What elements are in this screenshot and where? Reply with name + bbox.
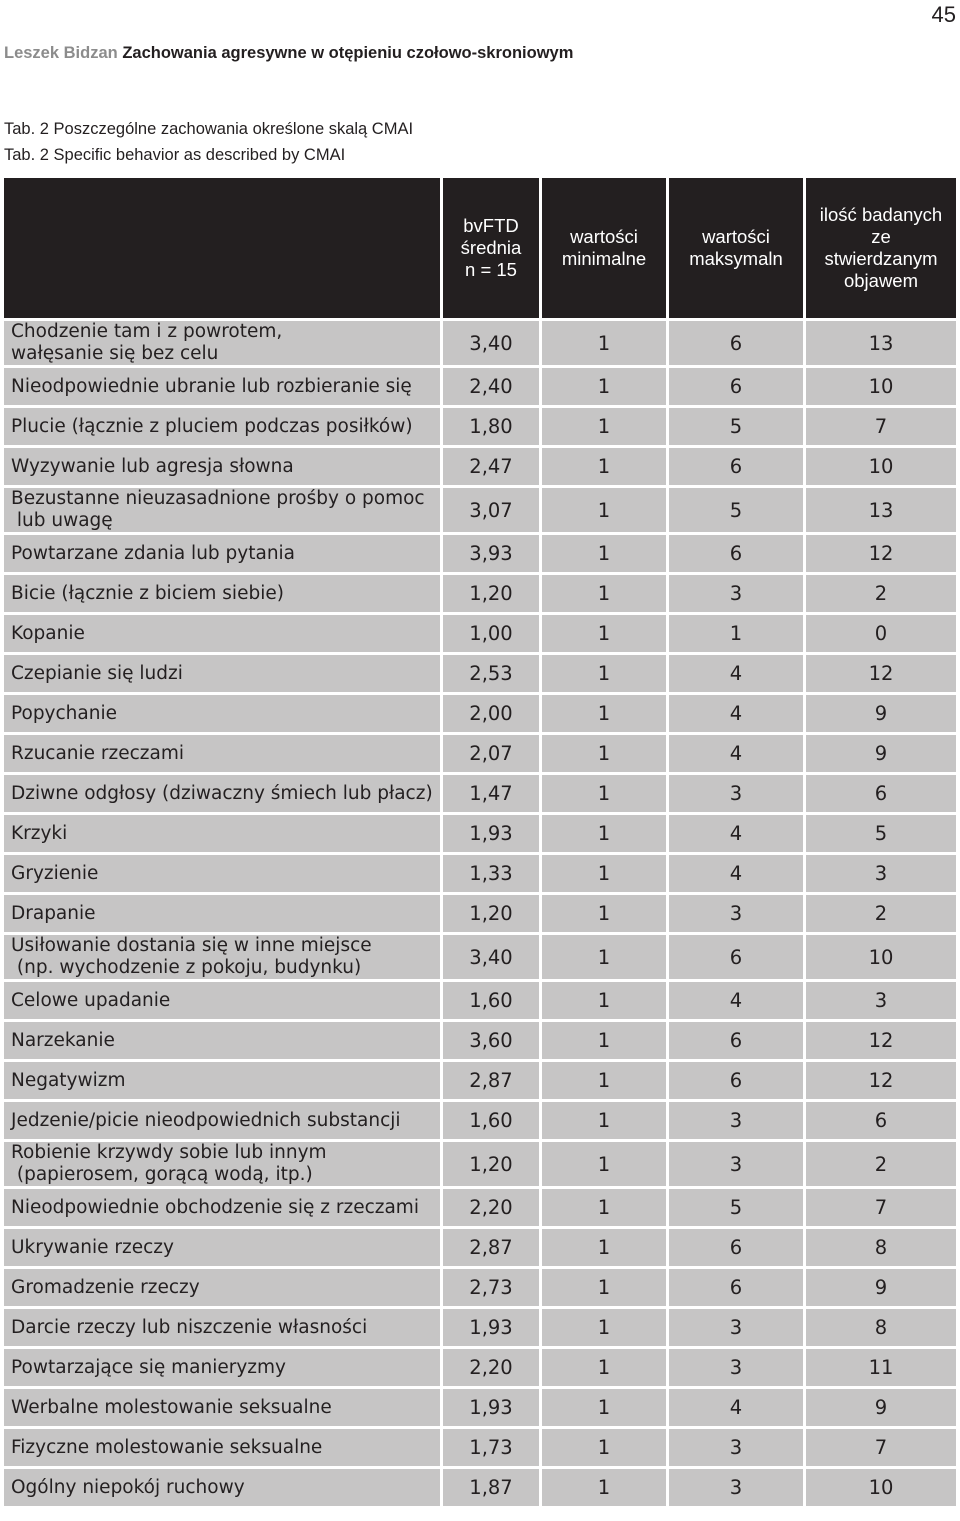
row-max-value: 6 — [669, 535, 803, 572]
row-min-value: 1 — [542, 321, 666, 365]
table-caption-en: Tab. 2 Specific behavior as described by CMAI — [4, 146, 346, 164]
row-mean-value: 1,93 — [443, 815, 539, 852]
row-mean-value: 3,07 — [443, 488, 539, 532]
header-count-line4: objawem — [843, 270, 919, 291]
row-mean-value: 1,60 — [443, 1102, 539, 1139]
row-max-value: 4 — [669, 695, 803, 732]
row-behavior-label-line1: Krzyki — [11, 822, 68, 844]
row-max-value: 6 — [669, 935, 803, 979]
row-max-value: 4 — [669, 815, 803, 852]
header-behavior — [4, 178, 440, 318]
row-max-value: 6 — [669, 1229, 803, 1266]
row-mean-value: 1,93 — [443, 1389, 539, 1426]
running-header-title: Zachowania agresywne w otępieniu czołowo-skroniowym — [122, 44, 574, 62]
row-behavior-label-line2: (papierosem, gorącą wodą, itp.) — [11, 1164, 313, 1185]
row-count-value: 12 — [806, 1022, 956, 1059]
row-behavior-label-line1: Czepianie się ludzi — [11, 662, 183, 684]
row-behavior-label — [4, 408, 440, 445]
row-count-value: 12 — [806, 655, 956, 692]
row-count-value: 3 — [806, 982, 956, 1019]
row-behavior-label — [4, 448, 440, 485]
table-row — [4, 488, 956, 532]
row-behavior-label — [4, 575, 440, 612]
row-mean-value: 1,73 — [443, 1429, 539, 1466]
row-count-value: 11 — [806, 1349, 956, 1386]
row-mean-value: 2,20 — [443, 1189, 539, 1226]
row-behavior-label — [4, 775, 440, 812]
row-min-value: 1 — [542, 1469, 666, 1506]
row-behavior-label — [4, 982, 440, 1019]
row-min-value: 1 — [542, 1022, 666, 1059]
row-behavior-label — [4, 895, 440, 932]
row-mean-value: 1,20 — [443, 1142, 539, 1186]
row-max-value: 4 — [669, 982, 803, 1019]
table-row — [4, 1062, 956, 1099]
row-min-value: 1 — [542, 1102, 666, 1139]
row-count-value: 10 — [806, 935, 956, 979]
row-behavior-label-line1: Wyzywanie lub agresja słowna — [11, 455, 294, 477]
row-count-value: 3 — [806, 855, 956, 892]
row-mean-value: 3,40 — [443, 321, 539, 365]
row-behavior-label — [4, 1269, 440, 1306]
header-max-line2: maksymaln — [689, 248, 783, 269]
row-max-value: 3 — [669, 1429, 803, 1466]
running-header-author: Leszek Bidzan — [4, 44, 118, 62]
header-min-line1: wartości — [570, 226, 638, 247]
row-behavior-label-line1: Robienie krzywdy sobie lub innym — [11, 1142, 327, 1163]
row-behavior-label-line1: Negatywizm — [11, 1069, 126, 1091]
table-row — [4, 895, 956, 932]
row-mean-value: 1,80 — [443, 408, 539, 445]
row-mean-value: 2,87 — [443, 1062, 539, 1099]
row-min-value: 1 — [542, 1229, 666, 1266]
header-max — [669, 178, 803, 318]
row-behavior-label — [4, 615, 440, 652]
header-count-line3: stwierdzanym — [824, 248, 938, 269]
row-min-value: 1 — [542, 488, 666, 532]
row-behavior-label-line1: Bezustanne nieuzasadnione prośby o pomoc — [11, 488, 425, 509]
row-behavior-label — [4, 1229, 440, 1266]
row-behavior-label — [4, 321, 440, 365]
row-count-value: 5 — [806, 815, 956, 852]
table-row — [4, 815, 956, 852]
row-mean-value: 1,20 — [443, 575, 539, 612]
row-min-value: 1 — [542, 1429, 666, 1466]
row-count-value: 13 — [806, 321, 956, 365]
row-mean-value: 2,87 — [443, 1229, 539, 1266]
header-mean-line1: bvFTD — [463, 215, 519, 236]
row-mean-value: 3,60 — [443, 1022, 539, 1059]
row-behavior-label-line1: Chodzenie tam i z powrotem, — [11, 321, 283, 342]
row-count-value: 7 — [806, 408, 956, 445]
table-row — [4, 1189, 956, 1226]
table-row — [4, 1429, 956, 1466]
row-mean-value: 1,60 — [443, 982, 539, 1019]
table-row — [4, 448, 956, 485]
header-min — [542, 178, 666, 318]
row-behavior-label-line1: Bicie (łącznie z biciem siebie) — [11, 582, 284, 604]
row-mean-value: 2,73 — [443, 1269, 539, 1306]
row-behavior-label — [4, 655, 440, 692]
row-max-value: 4 — [669, 855, 803, 892]
header-count — [806, 178, 956, 318]
row-min-value: 1 — [542, 815, 666, 852]
header-count-line1: ilość badanych — [819, 204, 943, 225]
running-header — [4, 44, 573, 63]
row-mean-value: 2,40 — [443, 368, 539, 405]
row-behavior-label — [4, 1102, 440, 1139]
row-min-value: 1 — [542, 575, 666, 612]
row-behavior-label — [4, 1389, 440, 1426]
row-behavior-label — [4, 1189, 440, 1226]
row-count-value: 10 — [806, 1469, 956, 1506]
row-count-value: 9 — [806, 695, 956, 732]
row-behavior-label-line1: Jedzenie/picie nieodpowiednich substancji — [11, 1109, 401, 1131]
row-count-value: 10 — [806, 368, 956, 405]
row-behavior-label-line1: Popychanie — [11, 702, 117, 724]
row-max-value: 3 — [669, 1349, 803, 1386]
table-row — [4, 575, 956, 612]
row-min-value: 1 — [542, 655, 666, 692]
row-behavior-label — [4, 1469, 440, 1506]
row-behavior-label-line1: Celowe upadanie — [11, 989, 171, 1011]
row-min-value: 1 — [542, 1349, 666, 1386]
table-row — [4, 1022, 956, 1059]
row-min-value: 1 — [542, 535, 666, 572]
table-row — [4, 775, 956, 812]
table-row — [4, 735, 956, 772]
table-row — [4, 1469, 956, 1506]
row-max-value: 3 — [669, 1142, 803, 1186]
row-min-value: 1 — [542, 982, 666, 1019]
row-max-value: 6 — [669, 368, 803, 405]
table-row — [4, 408, 956, 445]
row-min-value: 1 — [542, 855, 666, 892]
row-max-value: 3 — [669, 775, 803, 812]
row-mean-value: 2,00 — [443, 695, 539, 732]
row-behavior-label-line2: wałęsanie się bez celu — [11, 343, 219, 364]
row-behavior-label-line1: Werbalne molestowanie seksualne — [11, 1396, 332, 1418]
row-min-value: 1 — [542, 935, 666, 979]
row-behavior-label-line1: Powtarzane zdania lub pytania — [11, 542, 296, 564]
row-min-value: 1 — [542, 775, 666, 812]
row-max-value: 4 — [669, 655, 803, 692]
row-count-value: 2 — [806, 575, 956, 612]
row-min-value: 1 — [542, 408, 666, 445]
row-count-value: 7 — [806, 1429, 956, 1466]
row-min-value: 1 — [542, 1389, 666, 1426]
table-body — [4, 321, 956, 1506]
row-behavior-label — [4, 695, 440, 732]
page-number: 45 — [931, 2, 956, 27]
row-mean-value: 2,07 — [443, 735, 539, 772]
row-min-value: 1 — [542, 1309, 666, 1346]
row-behavior-label — [4, 535, 440, 572]
row-behavior-label — [4, 1022, 440, 1059]
row-mean-value: 1,87 — [443, 1469, 539, 1506]
header-mean-line2: średnia — [460, 237, 522, 258]
header-max-line1: wartości — [702, 226, 770, 247]
row-count-value: 10 — [806, 448, 956, 485]
row-max-value: 5 — [669, 488, 803, 532]
row-behavior-label-line1: Nieodpowiednie ubranie lub rozbieranie się — [11, 375, 412, 397]
row-max-value: 6 — [669, 321, 803, 365]
row-count-value: 12 — [806, 535, 956, 572]
row-min-value: 1 — [542, 1142, 666, 1186]
row-behavior-label-line1: Gromadzenie rzeczy — [11, 1276, 200, 1298]
table-row — [4, 1349, 956, 1386]
cmai-behaviors-table — [1, 175, 959, 1509]
row-mean-value: 3,93 — [443, 535, 539, 572]
row-behavior-label-line1: Plucie (łącznie z pluciem podczas posiłków) — [11, 415, 413, 437]
row-behavior-label-line1: Ukrywanie rzeczy — [11, 1236, 174, 1258]
row-behavior-label-line1: Darcie rzeczy lub niszczenie własności — [11, 1316, 368, 1338]
row-count-value: 8 — [806, 1229, 956, 1266]
table-row — [4, 1269, 956, 1306]
table-row — [4, 655, 956, 692]
row-behavior-label — [4, 855, 440, 892]
row-count-value: 2 — [806, 1142, 956, 1186]
row-behavior-label — [4, 815, 440, 852]
row-behavior-label — [4, 1309, 440, 1346]
row-max-value: 5 — [669, 1189, 803, 1226]
table-row — [4, 935, 956, 979]
row-min-value: 1 — [542, 615, 666, 652]
row-mean-value: 1,00 — [443, 615, 539, 652]
row-behavior-label-line1: Ogólny niepokój ruchowy — [11, 1476, 245, 1498]
table-row — [4, 1142, 956, 1186]
row-count-value: 8 — [806, 1309, 956, 1346]
row-max-value: 3 — [669, 1102, 803, 1139]
row-max-value: 3 — [669, 895, 803, 932]
table-caption-pl: Tab. 2 Poszczególne zachowania określone skalą CMAI — [4, 120, 414, 138]
row-count-value: 0 — [806, 615, 956, 652]
row-min-value: 1 — [542, 1062, 666, 1099]
row-behavior-label-line1: Gryzienie — [11, 862, 99, 884]
row-max-value: 5 — [669, 408, 803, 445]
row-mean-value: 2,53 — [443, 655, 539, 692]
row-behavior-label-line2: lub uwagę — [11, 510, 113, 531]
row-count-value: 7 — [806, 1189, 956, 1226]
row-min-value: 1 — [542, 368, 666, 405]
row-max-value: 4 — [669, 735, 803, 772]
row-min-value: 1 — [542, 735, 666, 772]
row-max-value: 4 — [669, 1389, 803, 1426]
row-count-value: 9 — [806, 735, 956, 772]
row-count-value: 2 — [806, 895, 956, 932]
table-row — [4, 695, 956, 732]
row-behavior-label — [4, 368, 440, 405]
row-behavior-label-line1: Powtarzające się manieryzmy — [11, 1356, 286, 1378]
table-row — [4, 321, 956, 365]
row-count-value: 6 — [806, 775, 956, 812]
table-row — [4, 982, 956, 1019]
row-max-value: 3 — [669, 575, 803, 612]
row-mean-value: 2,47 — [443, 448, 539, 485]
row-behavior-label-line1: Nieodpowiednie obchodzenie się z rzeczami — [11, 1196, 419, 1218]
row-behavior-label-line1: Fizyczne molestowanie seksualne — [11, 1436, 323, 1458]
header-count-line2: ze — [871, 226, 891, 247]
row-min-value: 1 — [542, 1189, 666, 1226]
row-max-value: 3 — [669, 1309, 803, 1346]
row-count-value: 6 — [806, 1102, 956, 1139]
row-behavior-label — [4, 935, 440, 979]
row-behavior-label-line1: Usiłowanie dostania się w inne miejsce — [11, 935, 372, 956]
row-behavior-label-line1: Rzucanie rzeczami — [11, 742, 185, 764]
header-mean-line3: n = 15 — [465, 259, 517, 280]
row-max-value: 1 — [669, 615, 803, 652]
row-count-value: 9 — [806, 1269, 956, 1306]
row-behavior-label-line1: Drapanie — [11, 902, 96, 924]
row-max-value: 6 — [669, 1269, 803, 1306]
table-row — [4, 1102, 956, 1139]
row-max-value: 6 — [669, 1062, 803, 1099]
row-max-value: 3 — [669, 1469, 803, 1506]
table-header-row — [4, 178, 956, 318]
row-behavior-label — [4, 735, 440, 772]
row-count-value: 13 — [806, 488, 956, 532]
row-mean-value: 1,33 — [443, 855, 539, 892]
row-min-value: 1 — [542, 1269, 666, 1306]
row-mean-value: 1,47 — [443, 775, 539, 812]
row-behavior-label — [4, 1062, 440, 1099]
row-behavior-label — [4, 488, 440, 532]
table-row — [4, 1389, 956, 1426]
row-count-value: 9 — [806, 1389, 956, 1426]
row-max-value: 6 — [669, 448, 803, 485]
row-min-value: 1 — [542, 448, 666, 485]
row-behavior-label — [4, 1429, 440, 1466]
header-min-line2: minimalne — [561, 248, 647, 269]
row-min-value: 1 — [542, 895, 666, 932]
row-mean-value: 3,40 — [443, 935, 539, 979]
row-behavior-label-line2: (np. wychodzenie z pokoju, budynku) — [11, 957, 362, 978]
row-mean-value: 1,93 — [443, 1309, 539, 1346]
table-row — [4, 1309, 956, 1346]
row-behavior-label-line1: Dziwne odgłosy (dziwaczny śmiech lub płacz) — [11, 782, 433, 804]
row-min-value: 1 — [542, 695, 666, 732]
table-row — [4, 368, 956, 405]
row-max-value: 6 — [669, 1022, 803, 1059]
row-mean-value: 1,20 — [443, 895, 539, 932]
table-row — [4, 1229, 956, 1266]
row-behavior-label-line1: Kopanie — [11, 622, 85, 644]
row-behavior-label — [4, 1349, 440, 1386]
table-row — [4, 855, 956, 892]
header-mean — [443, 178, 539, 318]
table-row — [4, 615, 956, 652]
row-behavior-label-line1: Narzekanie — [11, 1029, 115, 1051]
row-behavior-label — [4, 1142, 440, 1186]
row-mean-value: 2,20 — [443, 1349, 539, 1386]
table-row — [4, 535, 956, 572]
row-count-value: 12 — [806, 1062, 956, 1099]
